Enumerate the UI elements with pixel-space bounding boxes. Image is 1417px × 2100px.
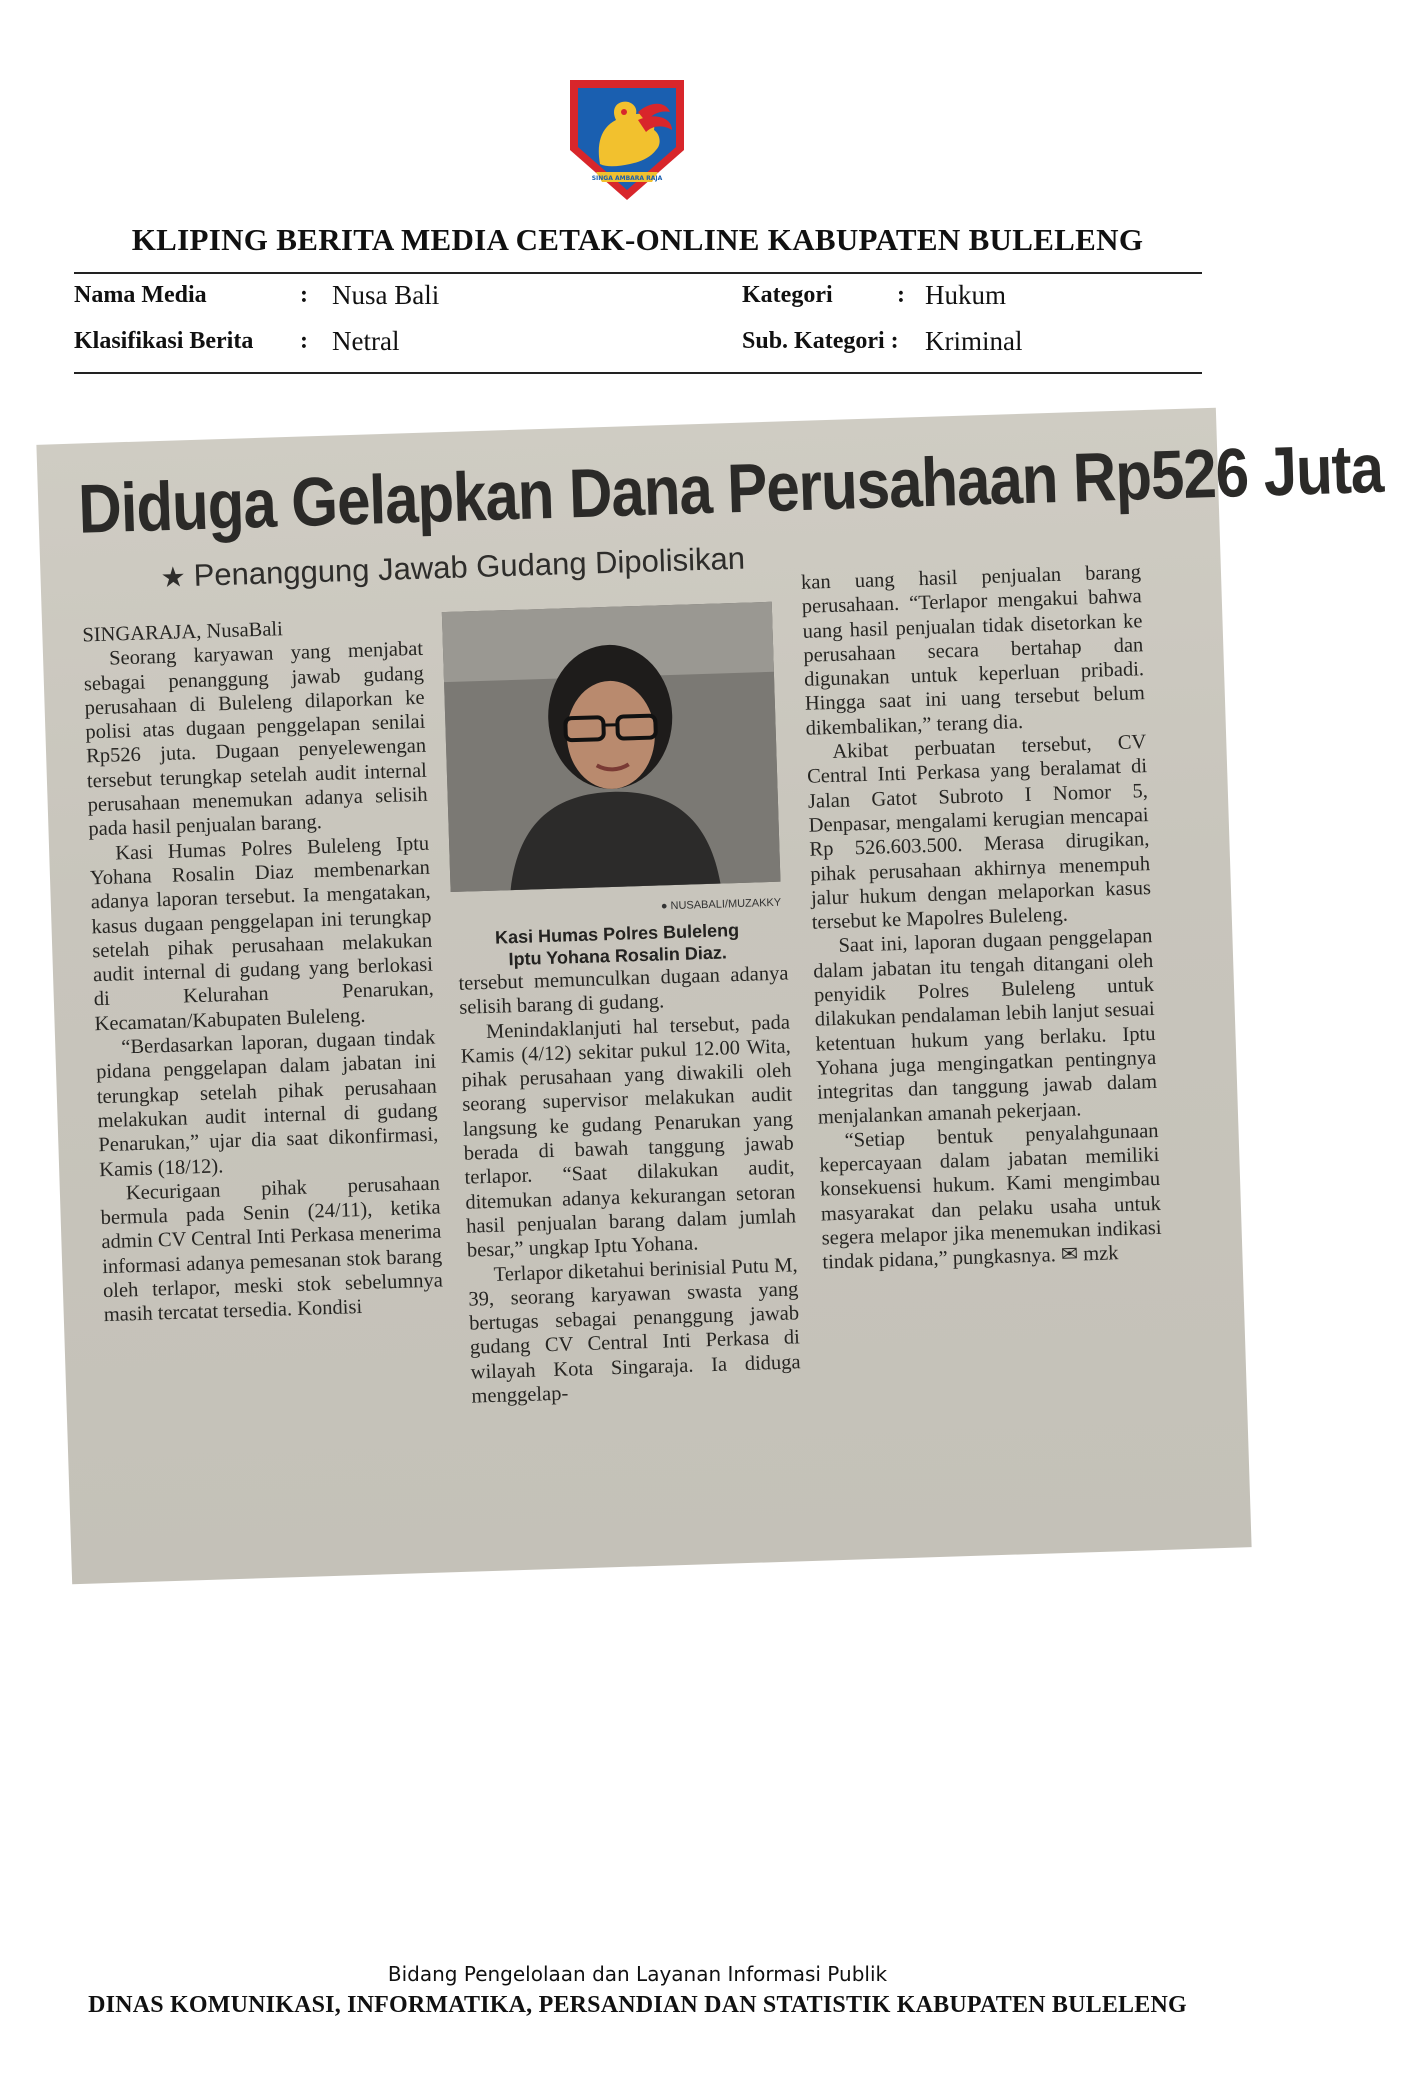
nama-media-value: Nusa Bali xyxy=(332,280,440,310)
footer-agency: DINAS KOMUNIKASI, INFORMATIKA, PERSANDIAN DAN STATISTIK KABUPATEN BULELENG xyxy=(88,1992,1187,2018)
kategori-label: Kategori xyxy=(742,282,833,308)
article-paragraph: Terlapor diketahui berinisial Putu M, 39, seorang karyawan swasta yang bertugas sebagai penanggung jawab gudang CV Central Inti Perkasa di wilayah Kota Singaraja. Ia diduga menggelap- xyxy=(468,1253,801,1408)
article-paragraph: Kecurigaan pihak perusahaan bermula pada Senin (24/11), ketika admin CV Central Inti Perkasa menerima informasi adanya pemesanan stok barang oleh terlapor, meski stok sebelumnya masih tercatat tersedia. Kondisi xyxy=(100,1172,444,1327)
article-column-2 xyxy=(458,961,802,1408)
article-paragraph: Seorang karyawan yang menjabat sebagai penanggung jawab gudang perusahaan di Buleleng dilaporkan ke polisi atas dugaan penggelapan senilai Rp526 juta. Dugaan penyelewengan tersebut terungkap setelah audit internal perusahaan menemukan adanya selisih pada hasil penjualan barang. xyxy=(83,638,428,841)
top-divider xyxy=(74,272,1202,274)
article-paragraph: Kasi Humas Polres Buleleng Iptu Yohana Rosalin Diaz membenarkan adanya laporan tersebut. Ia mengatakan, kasus dugaan penggelapan ini terungkap setelah pihak perusahaan melakukan audit internal di gudang yang berlokasi di Kelurahan Penarukan, Kecamatan/Kabupaten Buleleng. xyxy=(89,832,435,1036)
nama-media-colon: : xyxy=(300,282,308,308)
kabupaten-buleleng-logo xyxy=(560,72,694,206)
article-subheadline-text: Penanggung Jawab Gudang Dipolisikan xyxy=(193,540,746,593)
article-column-1 xyxy=(82,613,444,1328)
star-icon: ★ xyxy=(160,561,187,593)
photo-caption-line1: Kasi Humas Polres Buleleng xyxy=(494,919,740,948)
article-headline: Diduga Gelapkan Dana Perusahaan Rp526 Juta xyxy=(77,429,1385,548)
meta-bottom-divider xyxy=(74,372,1202,374)
article-paragraph: tersebut memunculkan dugaan adanya selisih barang di gudang. xyxy=(458,962,789,1020)
sub-kategori-label: Sub. Kategori : xyxy=(742,328,899,354)
nama-media-label: Nama Media xyxy=(74,282,207,308)
klasifikasi-label: Klasifikasi Berita xyxy=(74,328,254,354)
sub-kategori-value: Kriminal xyxy=(925,326,1023,356)
article-paragraph: “Setiap bentuk penyalahgunaan kepercayaan dalam jabatan memiliki konsekuensi hukum. Kami mengimbau masyarakat dan pelaku usaha untuk segera melapor jika menemukan indikasi tindak pidana,” pungkasnya. ✉ mzk xyxy=(819,1119,1162,1274)
kategori-colon: : xyxy=(897,282,905,308)
article-paragraph: Akibat perbuatan tersebut, CV Central Inti Perkasa yang beralamat di Jalan Gatot Subroto I Nomor 5, Denpasar, mengalami kerugian mencapai Rp 526.603.500. Merasa dirugikan, pihak perusahaan akhirnya menempuh jalur hukum dengan melaporkan kasus tersebut ke Mapolres Buleleng. xyxy=(806,731,1152,934)
article-paragraph: Menindaklanjuti hal tersebut, pada Kamis (4/12) sekitar pukul 12.00 Wita, pihak perusahaan yang diwakili oleh seorang supervisor melakukan audit langsung ke gudang Penarukan yang berada di bawah tanggung jawab terlapor. “Saat dilakukan audit, ditemukan adanya kekurangan setoran hasil penjualan barang dalam jumlah besar,” ungkap Iptu Yohana. xyxy=(460,1011,797,1262)
page-title: KLIPING BERITA MEDIA CETAK-ONLINE KABUPATEN BULELENG xyxy=(131,222,1144,257)
photo-caption-line2: Iptu Yohana Rosalin Diaz. xyxy=(508,942,728,970)
article-photo xyxy=(442,602,781,892)
kategori-value: Hukum xyxy=(925,280,1006,310)
newspaper-page xyxy=(36,408,1385,1585)
photo-credit: ● NUSABALI/MUZAKKY xyxy=(660,896,782,913)
newspaper-clipping xyxy=(74,429,1385,1530)
klasifikasi-colon: : xyxy=(300,328,308,354)
article-paragraph: “Berdasarkan laporan, dugaan tindak pidana penggelapan dalam jabatan ini terungkap setelah pihak perusahaan melakukan audit internal di gudang Penarukan,” ujar dia saat dikonfirmasi, Kamis (18/12). xyxy=(95,1026,439,1181)
portrait-photo xyxy=(442,602,781,892)
footer-department: Bidang Pengelolaan dan Layanan Informasi Publik xyxy=(387,1962,888,1986)
article-dateline: SINGARAJA, NusaBali xyxy=(82,618,284,647)
lion-shield-emblem-icon xyxy=(560,72,694,206)
logo-motto: SINGA AMBARA RAJA xyxy=(591,175,663,182)
photo-caption xyxy=(451,892,783,972)
article-column-3 xyxy=(801,560,1163,1275)
klasifikasi-value: Netral xyxy=(332,326,400,356)
article-paragraph: Saat ini, laporan dugaan penggelapan dalam jabatan itu tengah ditangani oleh penyidik Polres Buleleng untuk dilakukan pendalaman lebih lanjut sesuai ketentuan hukum yang berlaku. Iptu Yohana juga mengingatkan pentingnya integritas dan tanggung jawab dalam menjalankan amanah pekerjaan. xyxy=(812,925,1158,1129)
article-paragraph: kan uang hasil penjualan barang perusahaan. “Terlapor mengakui bahwa uang hasil penjualan tidak disetorkan ke perusahaan secara bertahap dan digunakan untuk keperluan pribadi. Hingga saat ini uang tersebut belum dikembalikan,” terang dia. xyxy=(800,561,1146,740)
